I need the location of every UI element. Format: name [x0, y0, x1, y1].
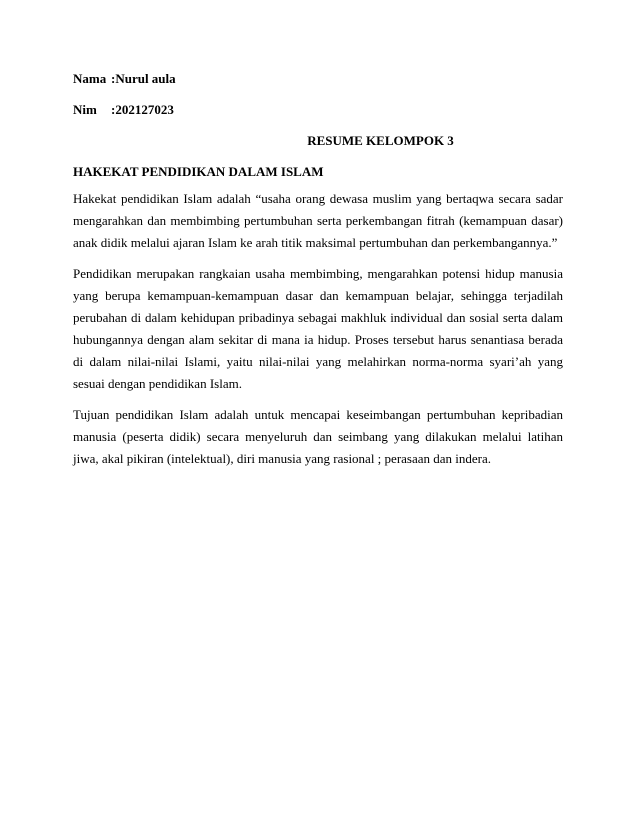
- paragraph-tujuan: Tujuan pendidikan Islam adalah untuk mencapai keseimbangan pertumbuhan kepribadian manusia (peserta didik) secara menyeluruh dan seimbang yang dilakukan melalui latihan jiwa, akal pikiran (intelektual), diri manusia yang rasional ; perasaan dan indera.: [73, 407, 563, 466]
- paragraph-hakekat: Hakekat pendidikan Islam adalah “usaha orang dewasa muslim yang bertaqwa secara sadar mengarahkan dan membimbing pertumbuhan serta perkembangan fitrah (kemampuan dasar) anak didik melalui ajaran Islam ke arah titik maksimal pertumbuhan dan perkembangannya.”: [73, 191, 563, 250]
- paragraph-pendidikan: Pendidikan merupakan rangkaian usaha membimbing, mengarahkan potensi hidup manusia yang berupa kemampuan-kemampuan dasar dan kemampuan belajar, sehingga terjadilah perubahan di dalam kehidupan pribadinya sebagai makhluk individual dan sosial serta dalam hubungannya dengan alam sekitar di mana ia hidup. Proses tersebut harus senantiasa berada di dalam nilai-nilai Islami, yaitu nilai-nilai yang melahirkan norma-norma syari’ah yang sesuai dengan pendidikan Islam.: [73, 266, 563, 391]
- document-title: RESUME KELOMPOK 3: [307, 133, 454, 148]
- nim-label: Nim: [73, 102, 97, 117]
- nim-value: :202127023: [111, 102, 174, 117]
- document-content: [73, 71, 563, 470]
- section-heading: HAKEKAT PENDIDIKAN DALAM ISLAM: [73, 164, 324, 179]
- nama-line: [73, 71, 563, 87]
- nama-label: Nama: [73, 71, 107, 86]
- nama-value: :Nurul aula: [111, 71, 176, 86]
- nim-line: [73, 102, 563, 118]
